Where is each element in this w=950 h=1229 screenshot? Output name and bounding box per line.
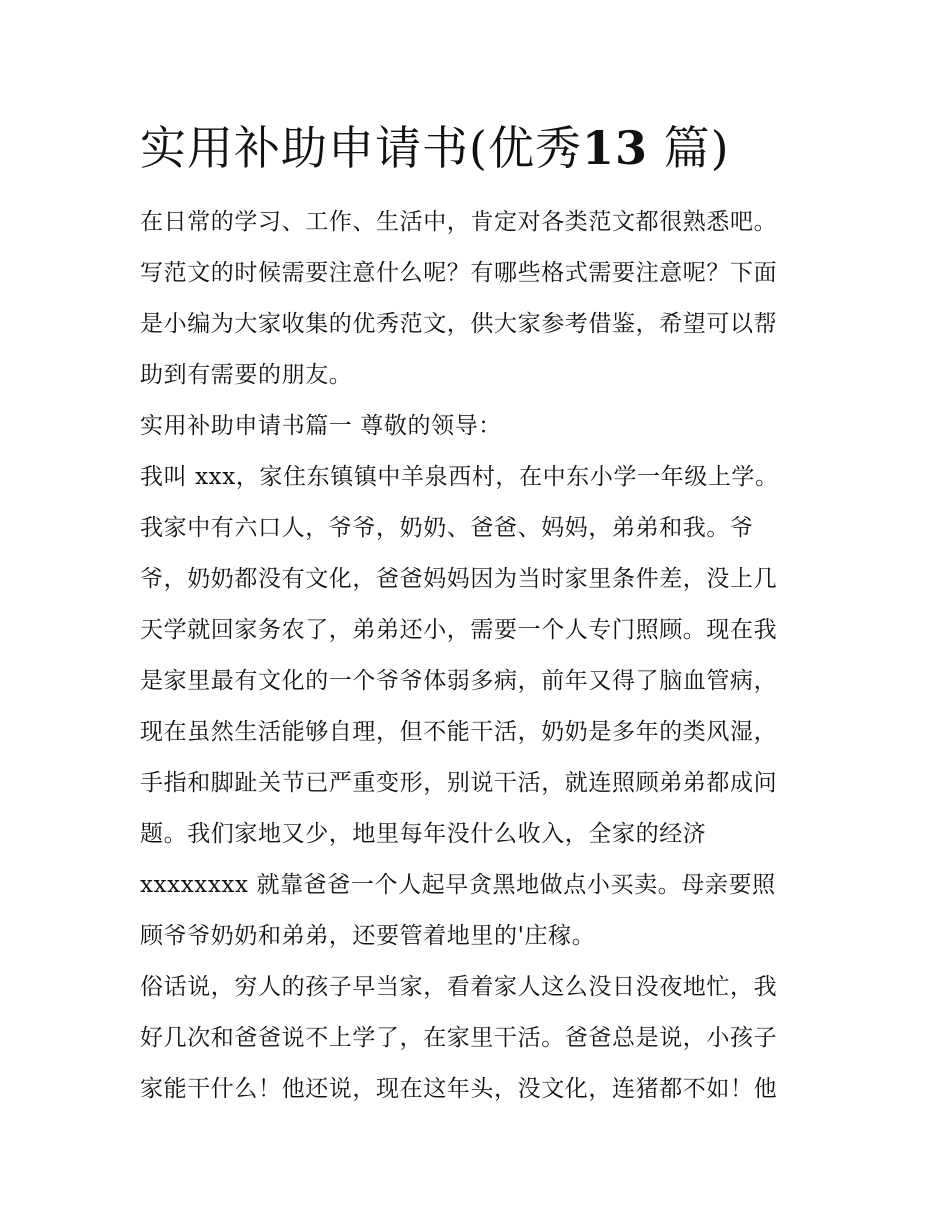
text-line: 助到有需要的朋友。: [140, 362, 353, 388]
text-line: 是家里最有文化的一个爷爷体弱多病，前年又得了脑血管病，: [140, 668, 778, 694]
text-line: 天学就回家务农了，弟弟还小，需要一个人专门照顾。现在我: [140, 617, 778, 643]
text-line: 我叫 xxx，家住东镇镇中羊泉西村，在中东小学一年级上学。: [140, 464, 779, 490]
text-line: 俗话说，穷人的孩子早当家，看着家人这么没日没夜地忙，我: [140, 974, 778, 1000]
document-body: [140, 197, 820, 1115]
text-line: 是小编为大家收集的优秀范文，供大家参考借鉴，希望可以帮: [140, 311, 778, 337]
title-suffix: 篇): [663, 121, 730, 175]
text-line: 手指和脚趾关节已严重变形，别说干活，就连照顾弟弟都成问: [140, 770, 778, 796]
text-line: 现在虽然生活能够自理，但不能干活，奶奶是多年的类风湿，: [140, 719, 778, 745]
title-number: 13: [581, 121, 648, 175]
document-title: [140, 118, 840, 178]
title-prefix: 实用补助申请书(优秀: [140, 121, 582, 175]
text-line: 题。我们家地又少，地里每年没什么收入，全家的经济: [140, 821, 707, 847]
text-line: 在日常的学习、工作、生活中，肯定对各类范文都很熟悉吧。: [140, 209, 778, 235]
text-line: xxxxxxxx 就靠爸爸一个人起早贪黑地做点小买卖。母亲要照: [140, 872, 776, 898]
text-line: 爷，奶奶都没有文化，爸爸妈妈因为当时家里条件差，没上几: [140, 566, 778, 592]
text-line: 写范文的时候需要注意什么呢？有哪些格式需要注意呢？下面: [140, 260, 778, 286]
text-line: 我家中有六口人，爷爷，奶奶、爸爸、妈妈，弟弟和我。爷: [140, 515, 754, 541]
text-line: 顾爷爷奶奶和弟弟，还要管着地里的'庄稼。: [140, 923, 596, 949]
section-heading-line: 实用补助申请书篇一 尊敬的领导：: [140, 413, 502, 439]
text-line: 家能干什么！他还说，现在这年头，没文化，连猪都不如！他: [140, 1076, 778, 1102]
text-line: 好几次和爸爸说不上学了，在家里干活。爸爸总是说，小孩子: [140, 1025, 778, 1051]
